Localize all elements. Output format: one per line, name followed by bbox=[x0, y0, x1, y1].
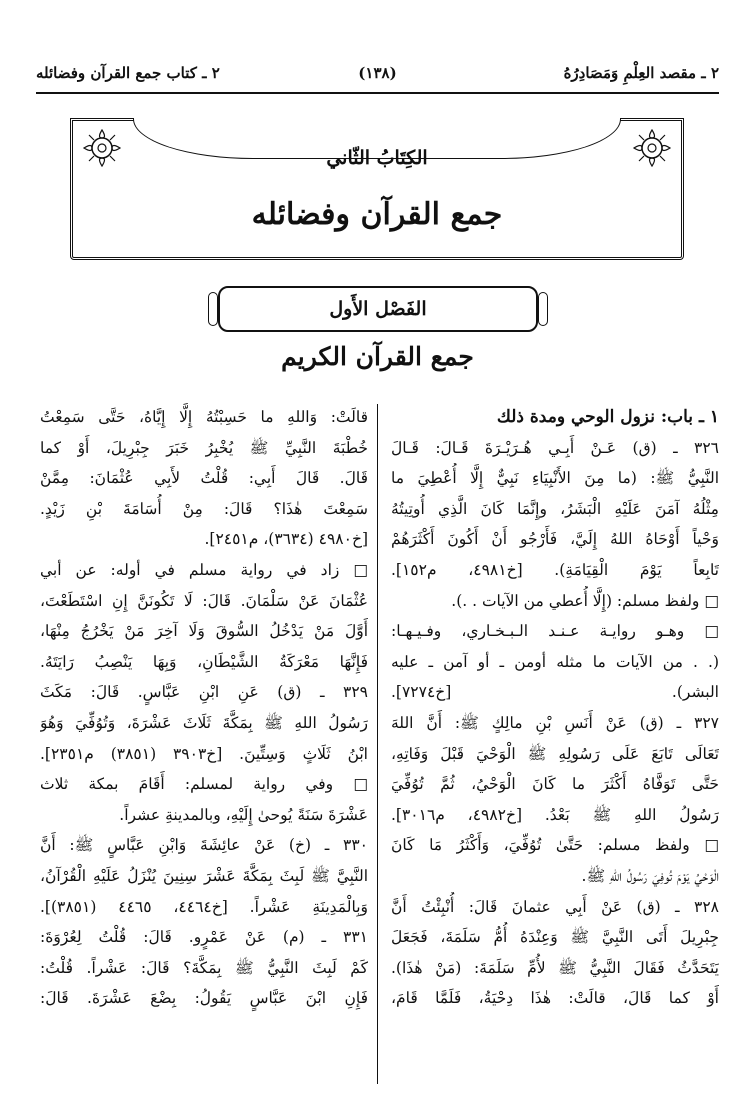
page-number: (١٣٨) bbox=[358, 64, 397, 82]
text-line: وَبِالْمَدِينَةِ عَشْراً. [خ٤٤٦٤، ٤٤٦٥ (٣٨٥١)]. bbox=[40, 897, 368, 916]
text-line: كَمْ لَبِثَ النَّبِيُّ ﷺ بِمَكَّةَ؟ قَالَ: عَشْراً. قُلْتُ: bbox=[40, 958, 368, 977]
text-line: تَعَالَى تَابَعَ عَلَى رَسُولِهِ ﷺ الْوَحْيَ قَبْلَ وَفَاتِهِ، bbox=[391, 744, 719, 763]
chapter-heading: الفَصْل الأَول bbox=[329, 298, 427, 320]
text-line: ٣٢٦ ـ (ق) عَـنْ أَبِـي هُـرَيْـرَةَ قَـالَ: قَـالَ bbox=[391, 438, 719, 457]
running-header-part-title: ٢ ـ مقصد العِلْمِ وَمَصَادِرُهُ bbox=[563, 64, 719, 82]
section-title: جمع القرآن الكريم bbox=[281, 342, 474, 371]
text-line: ٣٣١ ـ (م) عَنْ عَمْرٍو. قَالَ: قُلْتُ لِعُرْوَةَ: bbox=[40, 928, 368, 947]
text-line: مِثْلُهُ آمَنَ عَلَيْهِ الْبَشَرُ، وإِنَّمَا كَانَ الَّذِي أُوتِيتُهُ bbox=[391, 499, 719, 518]
book-title: جمع القرآن وفضائله bbox=[251, 197, 503, 232]
text-line: ٣٢٧ ـ (ق) عَنْ أَنَسِ بْنِ مالِكٍ ﷺ: أَنَّ اللهَ bbox=[391, 713, 719, 732]
text-line: النَّبِيُّ ﷺ: (ما مِنَ الأَنْبِيَاءِ نَبِيٌّ إِلَّا أُعْطِيَ ما bbox=[391, 469, 719, 488]
text-line: □ ولفظ مسلم: (إِلَّا أُعطي من الآيات . .). bbox=[451, 591, 719, 610]
text-line: جِبْرِيلَ أَتَى النَّبِيَّ ﷺ وَعِنْدَهُ أُمُّ سَلَمَةَ، فَجَعَلَ bbox=[391, 928, 719, 947]
text-line: عُثْمَانَ عَنْ سَلْمَانَ. قَالَ: لَا تَكُونَنَّ إِنِ اسْتَطَعْتَ، bbox=[40, 591, 368, 610]
text-line: النَّبِيَّ ﷺ لَبِثَ بِمَكَّةَ عَشْرَ سِنِينَ يُنْزَلُ عَلَيْهِ الْقُرْآنُ، bbox=[40, 866, 368, 885]
text-line: رَسُولُ اللهِ ﷺ بِمَكَّةَ ثَلَاثَ عَشْرَةَ، وَتُوُفِّيَ وَهُوَ bbox=[40, 713, 368, 732]
header-rule bbox=[36, 92, 719, 94]
text-line: يَتَحَدَّثُ فَقَالَ النَّبِيُّ ﷺ لأُمِّ سَلَمَةَ: (مَنْ هٰذَا). bbox=[391, 958, 719, 977]
text-line: □ وهـو روايـة عـنـد الـبـخـاري، وفـيـهـا: bbox=[391, 622, 719, 641]
text-line: فَإِنَّهَا مَعْرَكَةُ الشَّيْطَانِ، وَبِهَا يَنْصِبُ رَايَتَهُ. bbox=[40, 652, 368, 671]
text-line: فَإِنِ ابْنَ عَبَّاسٍ يَقُولُ: بِضْعَ عَشْرَةَ. قَالَ: bbox=[40, 989, 368, 1008]
text-line: وَحْياً أَوْحَاهُ اللهُ إِلَيَّ، فَأَرْجُو أَنْ أَكُونَ أَكْثَرَهُمْ bbox=[391, 530, 719, 549]
text-line: حَتَّى تَوَفَّاهُ أَكْثَرَ ما كَانَ الْوَحْيُ، ثُمَّ تُوُفِّيَ bbox=[391, 775, 719, 794]
text-line: سَمِعْتَ هٰذَا؟ قَالَ: مِنْ أُسَامَةَ بْنِ زَيْدٍ. bbox=[40, 499, 368, 518]
text-line: [خ٤٩٨٠ (٣٦٣٤)، م٢٤٥١]. bbox=[204, 530, 368, 549]
left-column bbox=[40, 402, 368, 1014]
text-line: أَوْ كما قَالَ، قالَتْ: هٰذَا دِحْيَةُ، فَلَمَّا قَامَ، bbox=[391, 989, 719, 1008]
text-line: تَابِعاً يَوْمَ الْقِيَامَةِ). [خ٤٩٨١، م١٥٢]. bbox=[391, 560, 719, 579]
text-line: الْوَحْيُ يَوْمَ تُوفِيَ رَسُولُ اللهِ ﷺ. bbox=[581, 866, 719, 885]
text-line: □ ولفظ مسلم: حَتَّىٰ تُوُفِّيَ، وَأَكْثَرُ مَا كَانَ bbox=[391, 836, 719, 855]
text-line: خُطْبَةَ النَّبِيِّ ﷺ يُخْبِرُ خَبَرَ جِبْرِيلَ، أَوْ كما bbox=[40, 438, 368, 457]
book-number: الكِتَابُ الثّاني bbox=[326, 147, 428, 169]
text-line: عَشْرَةَ سَنَةً يُوحىٰ إِلَيْهِ، وبالمدينةِ عشراً. bbox=[119, 805, 368, 824]
text-line: قَالَ. قَالَ أَبِي: قُلْتُ لأَبِي عُثْمَانَ: مِمَّنْ bbox=[40, 469, 368, 488]
text-line: □ وفي رواية لمسلم: أَقَامَ بمكة ثلاث bbox=[40, 775, 368, 794]
book-title-frame bbox=[70, 118, 684, 260]
column-divider bbox=[377, 404, 378, 1084]
text-line: □ زاد في رواية مسلم في أوله: عن أبي bbox=[40, 560, 368, 579]
text-line: قالَتْ: وَاللهِ ما حَسِبْتُهُ إِلَّا إِيَّاهُ، حَتَّى سَمِعْتُ bbox=[40, 408, 368, 426]
right-column bbox=[391, 402, 719, 1014]
text-line: (. . من الآيات ما مثله أومن ـ أو آمن ـ عليه bbox=[391, 652, 719, 671]
running-header bbox=[36, 60, 719, 90]
text-line: ٣٣٠ ـ (خ) عَنْ عائِشَةَ وَابْنِ عَبَّاسٍ ﷺ: أَنَّ bbox=[40, 836, 368, 855]
text-line: أَوَّلَ مَنْ يَدْخُلُ السُّوقَ وَلَا آخِرَ مَنْ يَخْرُجُ مِنْهَا، bbox=[40, 622, 368, 641]
text-line: ٣٢٨ ـ (ق) عَنْ أَبِي عثمانَ قَالَ: أُنْبِئْتُ أَنَّ bbox=[391, 897, 719, 916]
chapter-heading-box bbox=[218, 286, 538, 332]
text-line: ١ ـ باب: نزول الوحي ومدة ذلك bbox=[496, 407, 719, 427]
running-header-book-title: ٢ ـ كتاب جمع القرآن وفضائله bbox=[36, 64, 220, 82]
text-line: ابْنُ ثَلَاثٍ وَسِتِّينَ. [خ٣٩٠٣ (٣٨٥١) م٢٣٥١]. bbox=[40, 744, 368, 763]
text-line: البشر). [خ٧٢٧٤]. bbox=[391, 683, 719, 702]
text-line: رَسُولُ اللهِ ﷺ بَعْدُ. [خ٤٩٨٢، م٣٠١٦]. bbox=[391, 805, 719, 824]
text-line: ٣٢٩ ـ (ق) عَنِ ابْنِ عَبَّاسٍ. قَالَ: مَكَثَ bbox=[40, 683, 368, 702]
